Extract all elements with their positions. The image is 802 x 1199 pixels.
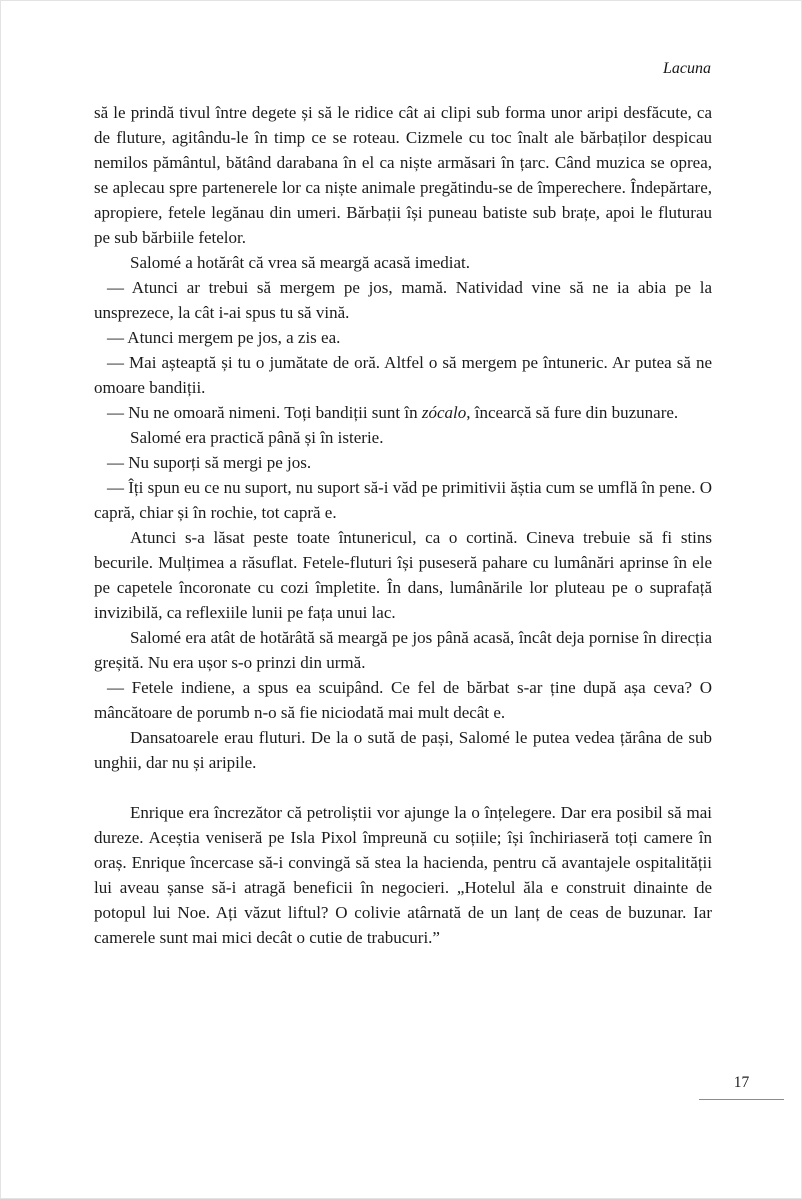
- paragraph: Enrique era încrezător că petroliștii vor ajunge la o înțelegere. Dar era posibil să mai dureze. Aceștia veniseră pe Isla Pixol împreună cu soțiile; își închiriaseră toți camere în oraș. Enrique încercase să-i convingă să stea la hacienda, pentru că avantajele ospitalității lui aveau șanse să-i atragă beneficii în negocieri. „Hotelul ăla e construit dinainte de potopul lui Noe. Ați văzut liftul? O colivie atârnată de un lanț de ceas de buzunar. Iar camerele sunt mai mici decât o cutie de trabucuri.”: [94, 803, 712, 947]
- page-text: [94, 100, 712, 950]
- dialogue-text: — Nu ne omoară nimeni. Toți bandiții sunt în: [107, 403, 422, 422]
- running-title: Lacuna: [663, 60, 711, 77]
- page-footer: [699, 1073, 784, 1100]
- paragraph: Salomé era practică până și în isterie.: [130, 428, 384, 447]
- paragraph: să le prindă tivul între degete și să le ridice cât ai clipi sub forma unor aripi desfăcute, ca de fluture, agitându-le în timp ce se roteau. Cizmele cu toc înalt ale bărbaților despicau nemilos pământul, bătând darabana în el ca niște armăsari în țarc. Când muzica se oprea, se aplecau spre partenerele lor ca niște animale pregătindu-se de împerechere. Îndepărtare, apropiere, fetele legănau din umeri. Bărbații își puneau batiste sub brațe, apoi le fluturau pe sub bărbiile fetelor.: [94, 103, 712, 247]
- paragraph: Salomé era atât de hotărâtă să meargă pe jos până acasă, încât deja pornise în direcția greșită. Nu era ușor s-o prinzi din urmă.: [94, 628, 712, 672]
- dialogue-paragraph: — Fetele indiene, a spus ea scuipând. Ce fel de bărbat s-ar ține după așa ceva? O mâncătoare de porumb n-o să fie niciodată mai mult decât e.: [94, 678, 712, 722]
- dialogue-paragraph: — Îți spun eu ce nu suport, nu suport să-i văd pe primitivii ăștia cum se umflă în pene. O capră, chiar și în rochie, tot capră e.: [94, 478, 712, 522]
- paragraph: Salomé a hotărât că vrea să meargă acasă imediat.: [130, 253, 470, 272]
- italic-term: zócalo: [421, 403, 467, 422]
- dialogue-paragraph: — Nu suporți să mergi pe jos.: [107, 453, 312, 472]
- page-number: 17: [733, 1074, 750, 1091]
- dialogue-paragraph: — Atunci ar trebui să mergem pe jos, mamă. Natividad vine să ne ia abia pe la unsprezece, la cât i-ai spus tu să vină.: [94, 278, 712, 322]
- dialogue-paragraph: [94, 400, 712, 425]
- paragraph: Dansatoarele erau fluturi. De la o sută de pași, Salomé le putea vedea țărâna de sub unghii, dar nu și aripile.: [94, 728, 712, 772]
- footer-rule: [699, 1099, 784, 1100]
- dialogue-paragraph: — Mai așteaptă și tu o jumătate de oră. Altfel o să mergem pe întuneric. Ar putea să ne omoare bandiții.: [94, 353, 712, 397]
- dialogue-text: , încearcă să fure din buzunare.: [466, 403, 679, 422]
- dialogue-paragraph: — Atunci mergem pe jos, a zis ea.: [107, 328, 341, 347]
- running-header: [94, 59, 711, 79]
- paragraph: Atunci s-a lăsat peste toate întunericul, ca o cortină. Cineva trebuie să fi stins becurile. Mulțimea a răsuflat. Fetele-fluturi își puseseră pahare cu lumânări aprinse în ele pe capetele încoronate cu cozi împletite. În dans, lumânările lor pluteau pe o suprafață invizibilă, ca reflexiile lunii pe fața unui lac.: [94, 528, 712, 622]
